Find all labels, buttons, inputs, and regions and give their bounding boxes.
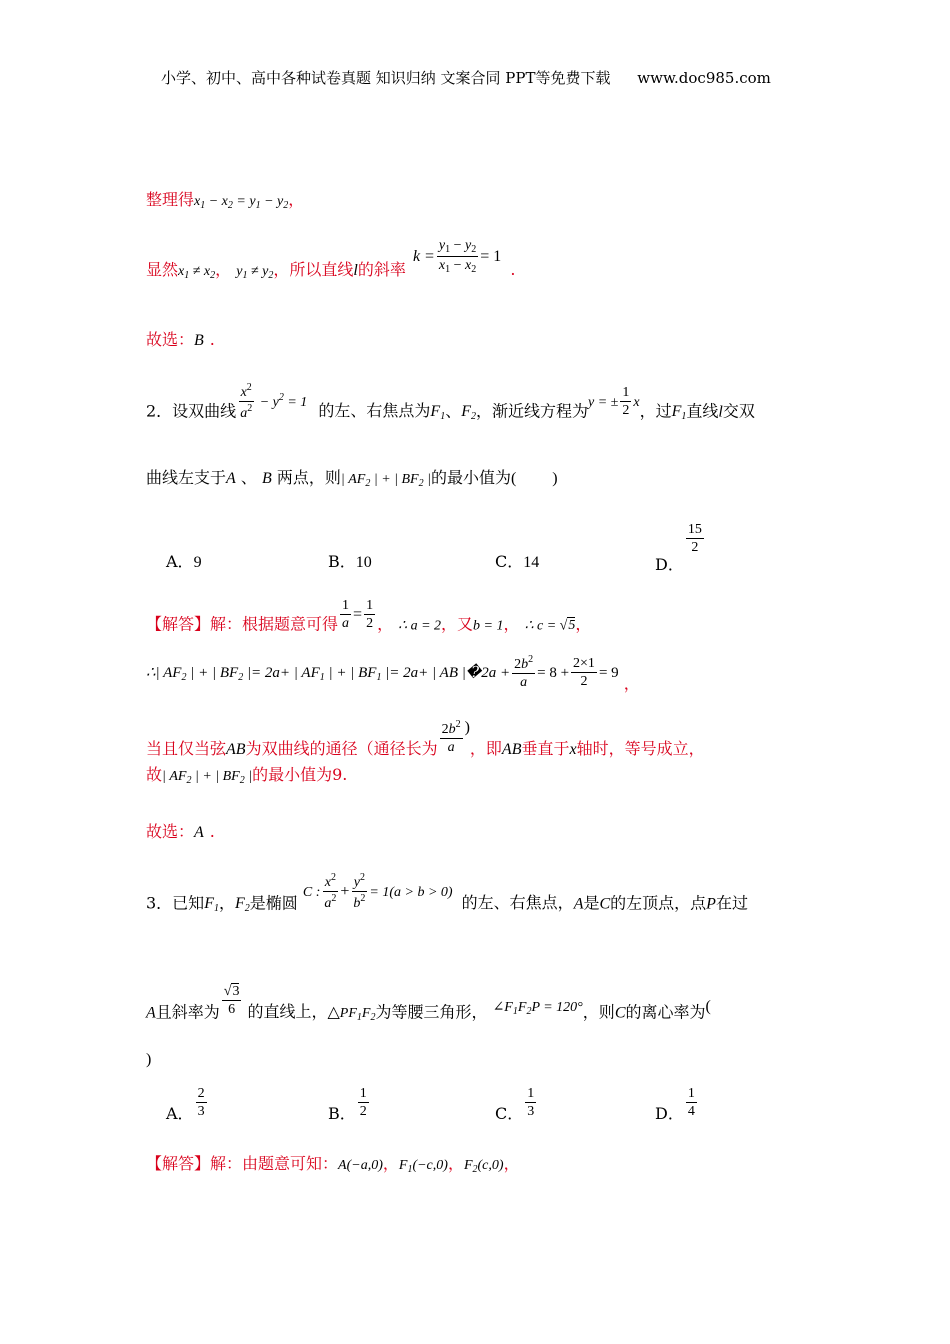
q2-stem-2: 曲线左支于A 、 B 两点，则| $AF_2$ | + | $BF_2$ |的最小值为( )	[146, 468, 558, 489]
q1-answer: 故选：B .	[146, 330, 215, 349]
q2-answer: 故选：A .	[146, 822, 215, 841]
q3-option-a[interactable]: A． $\frac{2}{3}$	[166, 1086, 205, 1124]
formula: $x_1 - x_2 = y_1 - y_2$	[194, 194, 289, 211]
q2-solution-4: 故| $AF_2$ | + | $BF_2$ |的最小值为9.	[146, 765, 348, 786]
q2-option-b[interactable]: B．10	[328, 552, 372, 571]
q1-line-1: 整理得$x_1 - x_2 = y_1 - y_2$，	[146, 190, 305, 211]
q2-option-c[interactable]: C．14	[495, 552, 540, 571]
q3-stem-2: A且斜率为 $\frac{√3}{6}$ 的直线上，$\triangle PF_1F_2$为等腰三角形， $\angle F_1F_2P = 120^\circ$，则C的离心率为(	[146, 984, 711, 1024]
header-text: 小学、初中、高中各种试卷真题 知识归纳 文案合同 PPT等免费下载	[161, 69, 611, 87]
q3-solution-1: 【解答】解：由题意可知：A(−a,0)，$F_1(-c,0)$，$F_2(c,0)$，	[146, 1154, 520, 1175]
page-header	[161, 71, 771, 86]
q3-paren: )	[146, 1051, 152, 1068]
q2-solution-3: 当且仅当弦AB为双曲线的通径（通径长为 $\frac{2b^2}{a}$ )，即AB垂直于x轴时，等号成立，	[146, 718, 705, 758]
q3-option-c[interactable]: C． $\frac{1}{3}$	[495, 1086, 535, 1124]
q1-line-2: 显然$x_1 \ne x_2$， $y_1 \ne y_2$，所以直线l的斜率 k = $\frac{y_1 - y_2}{x_1 - x_2}$ = 1 .	[146, 238, 516, 281]
q3-option-b[interactable]: B． $\frac{1}{2}$	[328, 1086, 367, 1124]
slope-formula: k =	[412, 248, 435, 265]
q2-solution-1: 【解答】解：根据题意可得 $\frac{1}{a}$ = $\frac{1}{2}$ ， ∴ a = 2，又b = 1， ∴ c = √5，	[146, 598, 592, 634]
q2-option-d[interactable]: D． $\frac{15}{2}$	[655, 522, 702, 575]
q2-stem-1: 2．设双曲线 $\frac{x^2}{a^2}$ − $y^2 = 1$ 的左、右焦点为$F_1$、$F_2$，渐近线方程为y = ± $\frac{1}{2}$ x，过$F_1$直线l交双	[146, 382, 755, 423]
q2-option-a[interactable]: A．9	[166, 552, 202, 571]
header-url: www.doc985.com	[637, 69, 771, 87]
q2-solution-2: ∴| $AF_2$ | + | $BF_2$ |= 2a+ | $AF_1$ | + | $BF_1$ |= 2a+ | AB |�2a + $\frac{2b^2}{a}$ = 8 + $\frac{2\times 1}{2}$ = 9 ，	[146, 654, 640, 693]
q3-option-d[interactable]: D． $\frac{1}{4}$	[655, 1086, 695, 1124]
q3-stem-1: 3．已知$F_1$，$F_2$是椭圆 C : $\frac{x^2}{a^2}$ + $\frac{y^2}{b^2}$ = 1(a > b > 0) 的左、右焦点，A是C的左顶点，点P在过	[146, 872, 748, 915]
